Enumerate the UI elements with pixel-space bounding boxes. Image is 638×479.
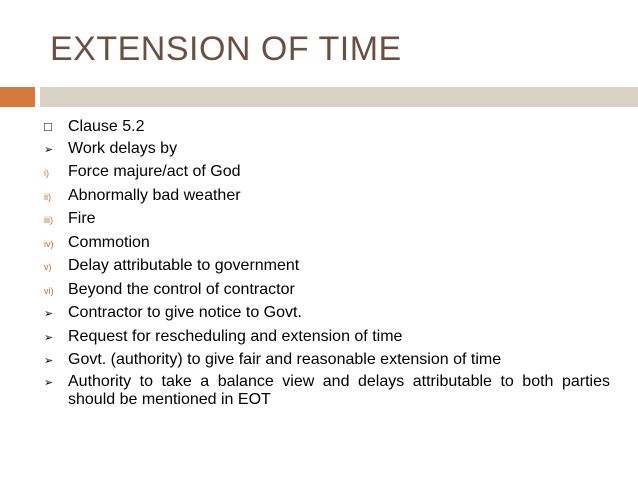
accent-bar-orange [0,87,35,107]
roman-numeral-marker: iv) [44,238,54,249]
list-item [44,349,610,373]
list-item [44,185,610,209]
list-item-text: Force majure/act of God [68,163,241,180]
list-item-text: Abnormally bad weather [68,186,241,204]
arrow-bullet-icon: ➢ [44,308,54,320]
arrow-bullet-icon: ➢ [44,355,54,367]
list-item-text: Clause 5.2 [68,118,145,135]
bullet-list [44,116,610,409]
list-item-text: Authority to take a balance view and delays attributable to both parties should be mentioned in EOT [68,372,610,408]
roman-numeral-marker: iii) [44,215,53,225]
list-item [44,302,610,326]
arrow-bullet-icon: ➢ [44,143,54,156]
list-item [44,232,610,256]
checkbox-bullet-icon: □ [44,119,52,134]
list-item [44,138,610,162]
list-item-text: Delay attributable to government [68,257,300,274]
roman-numeral-marker: i) [44,168,49,178]
accent-bar-tan [40,87,638,107]
list-item [44,255,610,279]
list-item-text: Commotion [68,233,150,251]
list-item [44,208,610,232]
list-item-text: Beyond the control of contractor [68,280,295,298]
list-item [44,161,610,185]
arrow-bullet-icon: ➢ [44,376,54,389]
list-item [44,116,610,138]
roman-numeral-marker: ii) [44,191,51,202]
slide-title: EXTENSION OF TIME [50,30,402,68]
roman-numeral-marker: vi) [44,285,54,296]
list-item-text: Contractor to give notice to Govt. [68,304,302,321]
list-item-text: Govt. (authority) to give fair and reasonable extension of time [68,351,502,368]
list-item [44,326,610,350]
list-item-text: Fire [68,210,96,227]
list-item [44,279,610,303]
roman-numeral-marker: v) [44,262,52,272]
list-item-text: Request for rescheduling and extension of time [68,327,403,345]
list-item [44,373,610,409]
arrow-bullet-icon: ➢ [44,331,54,344]
list-item-text: Work delays by [68,139,178,157]
